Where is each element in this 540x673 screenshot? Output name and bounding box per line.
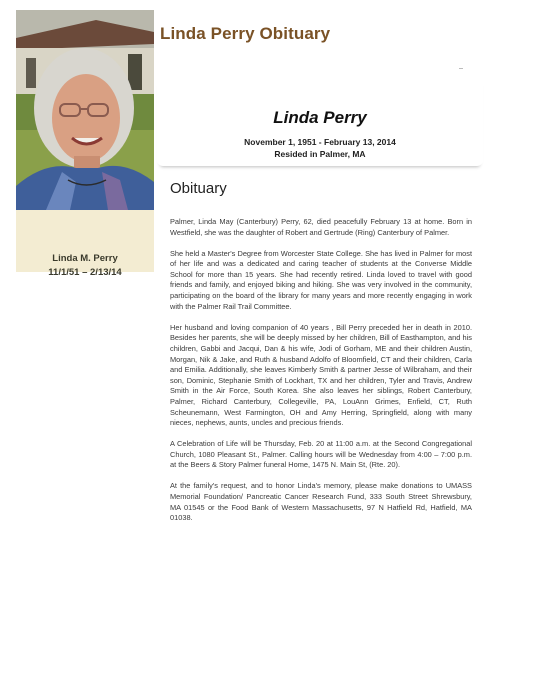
portrait-card	[16, 10, 154, 278]
life-span: November 1, 1951 - February 13, 2014	[244, 137, 396, 147]
portrait-caption	[16, 252, 154, 280]
section-title: Obituary	[170, 180, 227, 197]
obituary-paragraph: Palmer, Linda May (Canterbury) Perry, 62, died peacefully February 13 at home. Born in Westfield, she was the daughter of Robert and Gertrude (Ring) Canterbury of Palmer.	[170, 217, 472, 237]
portrait-image	[16, 10, 154, 210]
obituary-paragraph: She held a Master's Degree from Worcester State College. She has lived in Palmer for most of her life and was a dedicated and caring teacher of students at the Converse Middle School for more than 15 years. She had recently retired. Linda loved to travel with good friends and family, and enjoyed biking and hiking. She was very involved in the community, participating on the board of the library for many years and more recently engaging in work with the Palmer Rail Trail Committee.	[170, 248, 472, 311]
obituary-paragraph: A Celebration of Life will be Thursday, Feb. 20 at 11:00 a.m. at the Second Congregational Church, 1080 Pleasant St., Palmer. Calling hours will be Wednesday from 4:00 – 7:00 p.m. at the Beers & Story Palmer funeral Home, 1475 N. Main St, (Rte. 20).	[170, 439, 472, 470]
obituary-paragraph: At the family's request, and to honor Linda's memory, please make donations to UMASS Memorial Foundation/ Pancreatic Cancer Research Fund, 333 South Street Shrewsbury, MA 01545 or the Food Bank of Western Massachusetts, 97 N Hatfield Rd, Hatfield, MA 01038.	[170, 481, 472, 523]
divider-mark	[459, 68, 463, 69]
caption-dates: 11/1/51 – 2/13/14	[48, 267, 122, 278]
deceased-name: Linda Perry	[273, 108, 367, 127]
page-title: Linda Perry Obituary	[160, 24, 331, 43]
life-details	[157, 136, 483, 160]
portrait-photo	[16, 10, 154, 210]
obituary-header	[157, 78, 483, 166]
obituary-paragraph: Her husband and loving companion of 40 years , Bill Perry preceded her in death in 2010. Besides her parents, she will be deeply missed by her children, Bill of Easthampton, and his children, Gabbi and Jacqui, Dan & his wife, Jodi of Gorham, ME and their children Austin, Morgan, Nik & Jake, and Ruth & husband Adolfo of Bloomfield, CT and their children, Carla and Emilia. Additionally, she leaves Kimberly Smith & partner Jesse of Wilbraham, and their son, Dominic, Stephanie Smith of Lockhart, TX and her children, Tyler and Travis, Andrew Smith in the Air Force, South Korea. She also leaves her siblings, Robert Canterbury, Palmer, Richard Canterbury, Collegeville, PA, LouAnn Grimes, Enfield, CT, Ruth Scheunemann, West Farmington, OH and Amy Herring, Springfield, along with many nieces, nephews, aunts, uncles and precious friends.	[170, 322, 472, 428]
caption-name: Linda M. Perry	[52, 253, 118, 264]
obituary-body	[170, 217, 472, 534]
residence: Resided in Palmer, MA	[274, 149, 366, 159]
